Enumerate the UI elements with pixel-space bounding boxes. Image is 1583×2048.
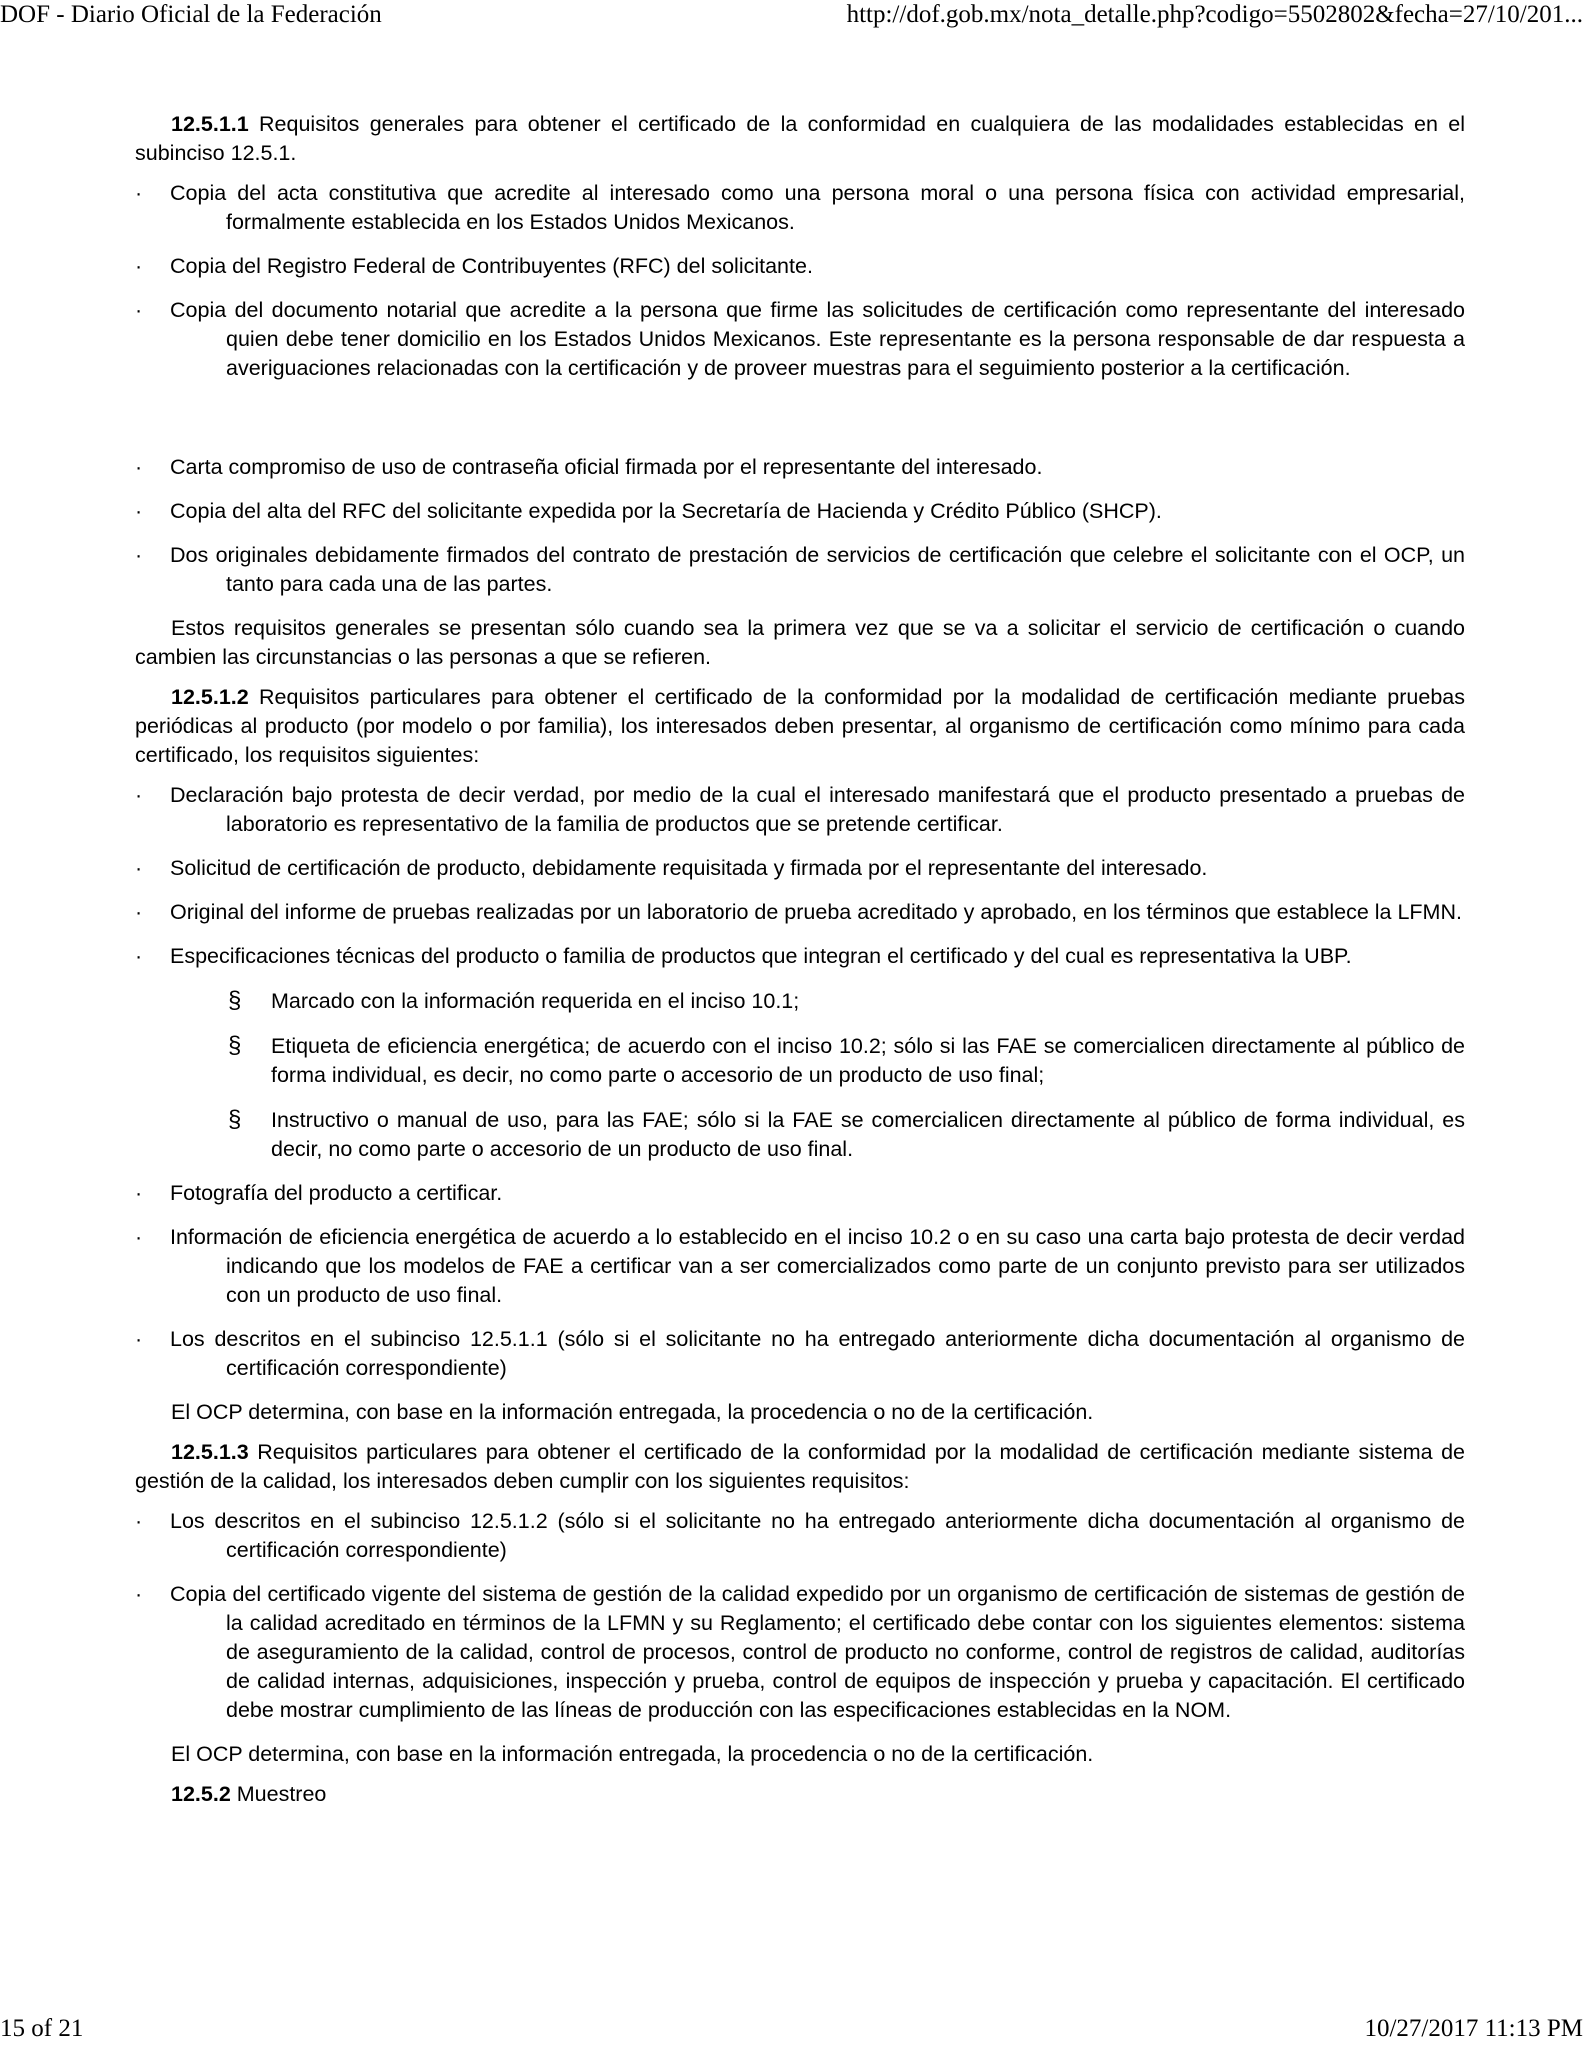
section-number: 12.5.2 [171,1782,231,1806]
ocp-note: El OCP determina, con base en la información entregada, la procedencia o no de la certificación. [171,1742,1094,1766]
bullet-mark: · [135,1181,143,1205]
bullet-mark: · [135,499,143,523]
spacer [135,398,1465,453]
page-footer-page-number: 15 of 21 [0,2015,84,2042]
bullet-mark: · [135,1582,143,1606]
bullet-mark: · [135,543,143,567]
list-item: · Los descritos en el subinciso 12.5.1.1 (sólo si el solicitante no ha entregado anteriormente dicha documentación al organismo de certificación correspondiente) [135,1327,1465,1380]
list-item: · Solicitud de certificación de producto, debidamente requisitada y firmada por el representante del interesado. [135,854,1465,883]
list-item: · Carta compromiso de uso de contraseña oficial firmada por el representante del interesado. [135,453,1465,482]
section-12-5-2 [135,1780,1465,1809]
list-item: · Información de eficiencia energética de acuerdo a lo establecido en el inciso 10.2 o en su caso una carta bajo protesta de decir verdad indicando que los modelos de FAE a certificar van a ser comercializados como parte de un conjunto previsto para ser utilizados con un producto de uso final. [135,1225,1465,1307]
bullet-mark: · [135,944,143,968]
section-number: 12.5.1.2 [171,685,249,709]
page-header-title: DOF - Diario Oficial de la Federación [0,1,382,28]
bullet-mark: · [135,298,143,322]
section-number: 12.5.1.1 [171,112,249,136]
list-item: · Copia del certificado vigente del sistema de gestión de la calidad expedido por un organismo de certificación de sistemas de gestión de la calidad acreditado en términos de la LFMN y su Reglamento; el certificado debe contar con los siguientes elementos: sistema de aseguramiento de la calidad, control de procesos, control de producto no conforme, control de registros de calidad, auditorías de calidad internas, adquisiciones, inspección y prueba, control de equipos de inspección y prueba y capacitación. El certificado debe mostrar cumplimiento de las líneas de producción con las especificaciones establecidas en la NOM. [135,1582,1465,1722]
section-text: Requisitos particulares para obtener el certificado de la conformidad por la modalidad de certificación mediante pruebas periódicas al producto (por modelo o por familia), los interesados deben presentar, al organismo de certificación como mínimo para cada certificado, los requisitos siguientes: [135,685,1465,767]
list-item: · Declaración bajo protesta de decir verdad, por medio de la cual el interesado manifestará que el producto presentado a pruebas de laboratorio es representativo de la familia de productos que se pretende certificar. [135,783,1465,836]
section-sign-mark: § [228,987,242,1014]
page-header-url[interactable]: http://dof.gob.mx/nota_detalle.php?codigo=5502802&fecha=27/10/201... [846,1,1583,28]
page-footer-datetime: 10/27/2017 11:13 PM [1364,2015,1583,2042]
section-text: Muestreo [230,1782,327,1806]
bullet-mark: · [135,856,143,880]
section-12-5-1-2 [135,683,1465,770]
bullet-mark: · [135,1509,143,1533]
list-item: · Copia del alta del RFC del solicitante expedida por la Secretaría de Hacienda y Crédito Público (SHCP). [135,497,1465,526]
list-item: · Copia del Registro Federal de Contribuyentes (RFC) del solicitante. [135,252,1465,281]
list-item: · Original del informe de pruebas realizadas por un laboratorio de prueba acreditado y aprobado, en los términos que establece la LFMN. [135,898,1465,927]
list-item: · Fotografía del producto a certificar. [135,1179,1465,1208]
ocp-note: El OCP determina, con base en la información entregada, la procedencia o no de la certificación. [171,1400,1094,1424]
sub-list-item: § Etiqueta de eficiencia energética; de acuerdo con el inciso 10.2; sólo si las FAE se comercialicen directamente al público de forma individual, es decir, no como parte o accesorio de un producto de uso final; [228,1032,1465,1087]
list-item: · Los descritos en el subinciso 12.5.1.2 (sólo si el solicitante no ha entregado anteriormente dicha documentación al organismo de certificación correspondiente) [135,1509,1465,1562]
list-item: · Copia del acta constitutiva que acredite al interesado como una persona moral o una persona física con actividad empresarial, formalmente establecida en los Estados Unidos Mexicanos. [135,181,1465,234]
section-text: Requisitos generales para obtener el certificado de la conformidad en cualquiera de las modalidades establecidas en el subinciso 12.5.1. [135,112,1465,165]
list-item: · Copia del documento notarial que acredite a la persona que firme las solicitudes de certificación como representante del interesado quien debe tener domicilio en los Estados Unidos Mexicanos. Este representante es la persona responsable de dar respuesta a averiguaciones relacionadas con la certificación y de proveer muestras para el seguimiento posterior a la certificación. [135,298,1465,380]
section-number: 12.5.1.3 [171,1440,249,1464]
section-12-5-1-3 [135,1438,1465,1496]
bullet-mark: · [135,1225,143,1249]
section-sign-mark: § [228,1106,242,1133]
section-12-5-1-1 [135,110,1465,168]
bullet-mark: · [135,455,143,479]
bullet-mark: · [135,181,143,205]
general-requirements-note: Estos requisitos generales se presentan sólo cuando sea la primera vez que se va a solicitar el servicio de certificación o cuando cambien las circunstancias o las personas a que se refieren. [135,616,1465,669]
section-sign-mark: § [228,1032,242,1059]
document-body [135,110,1465,1820]
sub-list-item: § Instructivo o manual de uso, para las FAE; sólo si la FAE se comercialicen directamente al público de forma individual, es decir, no como parte o accesorio de un producto de uso final. [228,1106,1465,1161]
section-text: Requisitos particulares para obtener el certificado de la conformidad por la modalidad de certificación mediante sistema de gestión de la calidad, los interesados deben cumplir con los siguientes requisitos: [135,1440,1465,1493]
bullet-mark: · [135,900,143,924]
bullet-mark: · [135,1327,143,1351]
list-item: · Dos originales debidamente firmados del contrato de prestación de servicios de certificación que celebre el solicitante con el OCP, un tanto para cada una de las partes. [135,543,1465,596]
list-item: · Especificaciones técnicas del producto o familia de productos que integran el certificado y del cual es representativa la UBP. [135,942,1465,971]
bullet-mark: · [135,254,143,278]
sub-list-item: § Marcado con la información requerida en el inciso 10.1; [228,987,800,1014]
bullet-mark: · [135,783,143,807]
